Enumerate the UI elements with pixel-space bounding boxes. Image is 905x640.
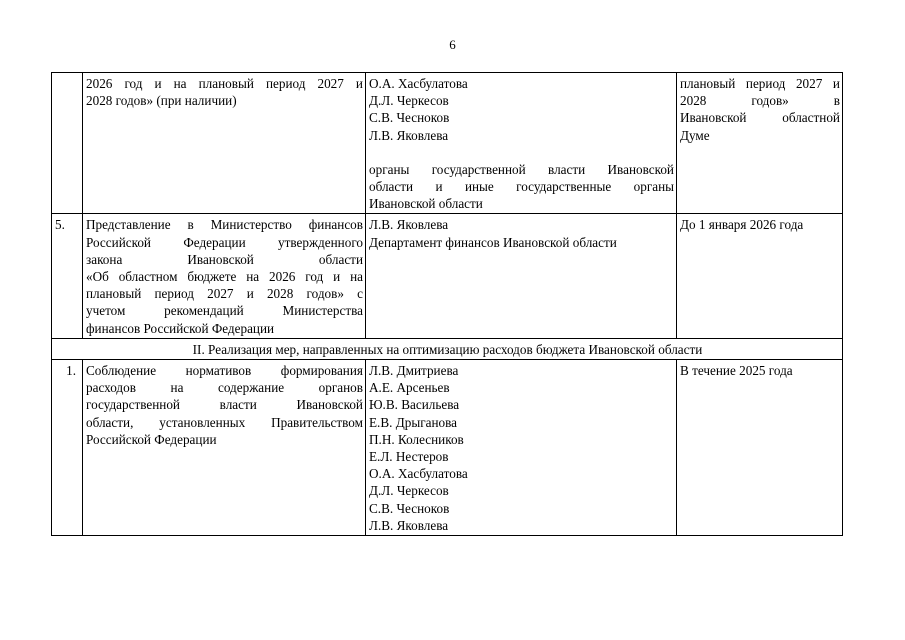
measure-description — [83, 214, 366, 338]
description-line: Российской Федерации утвержденного — [86, 234, 363, 250]
description-line: закона Ивановской области — [86, 251, 363, 267]
responsible-person: С.В. Чесноков — [369, 500, 450, 516]
description-line: 2028 годов» (при наличии) — [86, 93, 237, 109]
responsible-person: Д.Л. Черкесов — [369, 93, 449, 109]
responsible-person: П.Н. Колесников — [369, 431, 464, 447]
row-number: 1. — [52, 360, 83, 536]
responsible-organization-line: Ивановской области — [369, 196, 483, 212]
description-line: учетом рекомендаций Министерства — [86, 303, 363, 319]
table-row — [52, 214, 843, 338]
deadline — [677, 214, 843, 338]
responsible-person: Ю.В. Васильева — [369, 397, 460, 413]
responsible-person: О.А. Хасбулатова — [369, 76, 468, 91]
responsible-person: С.В. Чесноков — [369, 110, 450, 126]
responsible-person: Л.В. Яковлева — [369, 127, 449, 143]
row-number: 5. — [52, 214, 83, 338]
plan-table — [51, 72, 843, 536]
deadline-line: Ивановской областной — [680, 110, 840, 126]
responsible-person: Е.В. Дрыганова — [369, 414, 458, 430]
deadline — [677, 360, 843, 536]
table-row — [52, 73, 843, 214]
row-number — [52, 73, 83, 214]
responsible-person: О.А. Хасбулатова — [369, 466, 468, 482]
responsible-person: Д.Л. Черкесов — [369, 483, 449, 499]
section-row — [52, 338, 843, 359]
deadline-line: 2028 годов» в — [680, 93, 840, 109]
measure-description — [83, 73, 366, 214]
responsible-person: Л.В. Яковлева — [369, 217, 449, 233]
description-line: «Об областном бюджете на 2026 год и на — [86, 269, 363, 285]
spacer — [369, 144, 674, 161]
description-line: финансов Российской Федерации — [86, 320, 275, 336]
description-line: расходов на содержание органов — [86, 380, 363, 396]
deadline — [677, 73, 843, 214]
description-line: Российской Федерации — [86, 431, 217, 447]
responsible-person: Л.В. Яковлева — [369, 517, 449, 533]
responsible-organization-line: органы государственной власти Ивановской — [369, 161, 674, 177]
responsible-organization-line: области и иные государственные органы — [369, 179, 674, 195]
page-number: 6 — [449, 37, 456, 52]
responsible-organization: Департамент финансов Ивановской области — [369, 234, 617, 250]
responsible-person: Е.Л. Нестеров — [369, 449, 449, 465]
section-title: II. Реализация мер, направленных на оптимизацию расходов бюджета Ивановской области — [52, 338, 843, 359]
responsible-list — [366, 214, 677, 338]
measure-description — [83, 360, 366, 536]
description-line: Соблюдение нормативов формирования — [86, 363, 363, 379]
responsible-person: Л.В. Дмитриева — [369, 363, 459, 379]
description-line: плановый период 2027 и 2028 годов» с — [86, 286, 363, 302]
responsible-person: А.Е. Арсеньев — [369, 380, 450, 396]
responsible-list — [366, 73, 677, 214]
description-line: Представление в Министерство финансов — [86, 217, 363, 233]
responsible-list — [366, 360, 677, 536]
deadline-line: Думе — [680, 127, 710, 143]
description-line: 2026 год и на плановый период 2027 и — [86, 76, 363, 91]
table-row — [52, 360, 843, 536]
description-line: области, установленных Правительством — [86, 414, 363, 430]
deadline-line: До 1 января 2026 года — [680, 217, 804, 233]
deadline-line: В течение 2025 года — [680, 363, 793, 379]
deadline-line: плановый период 2027 и — [680, 76, 840, 91]
description-line: государственной власти Ивановской — [86, 397, 363, 413]
